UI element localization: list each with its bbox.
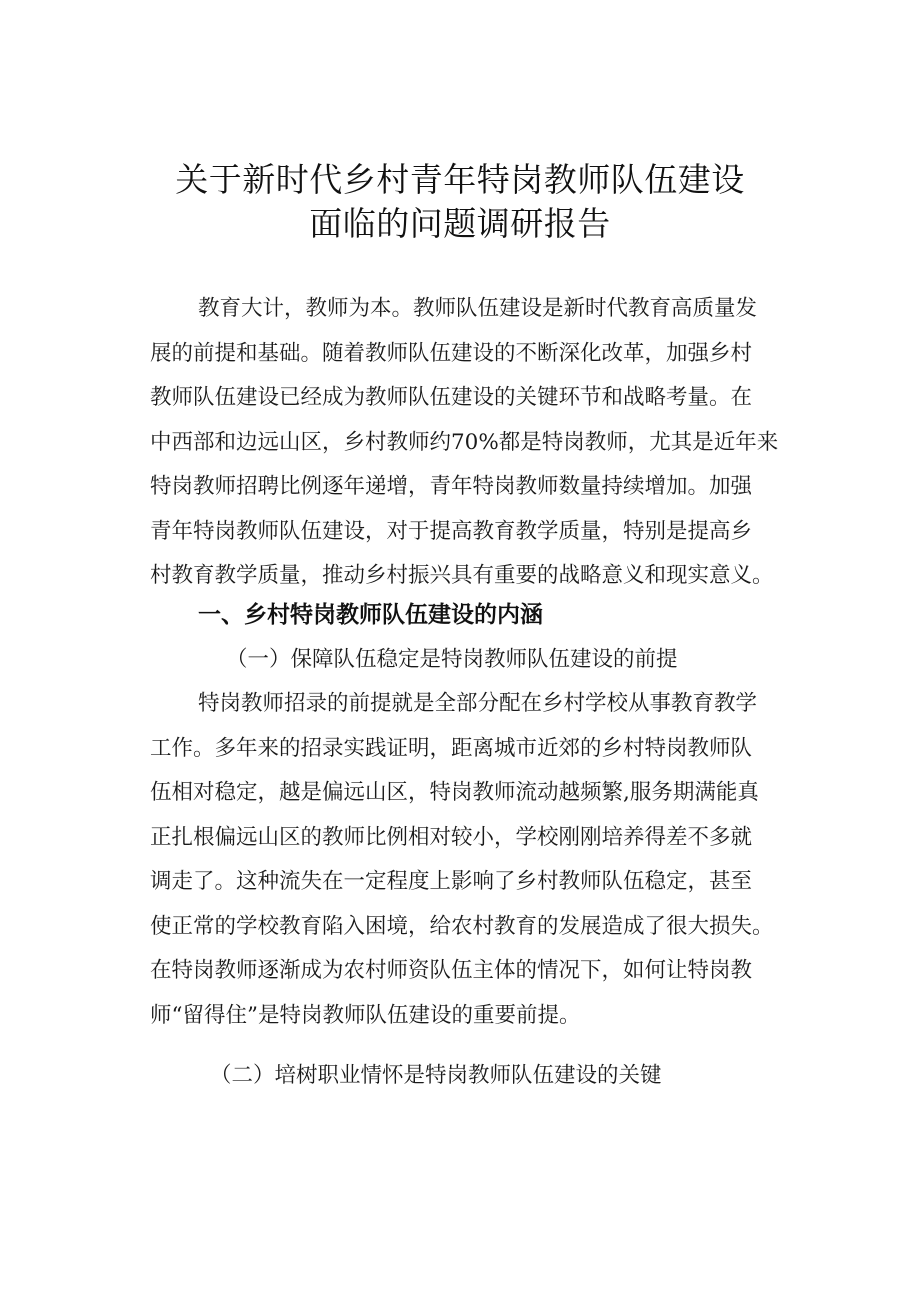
sub1-line-5: 调走了。这种流失在一定程度上影响了乡村教师队伍稳定，甚至 [150, 869, 753, 894]
document-title-line-1: 关于新时代乡村青年特岗教师队伍建设 [175, 160, 745, 199]
sub1-line-7: 在特岗教师逐渐成为农村师资队伍主体的情况下，如何让特岗教 [150, 958, 753, 983]
sub1-line-1: 特岗教师招录的前提就是全部分配在乡村学校从事教育教学 [198, 691, 758, 716]
intro-line-3: 教师队伍建设已经成为教师队伍建设的关键环节和战略考量。在 [150, 385, 753, 410]
intro-line-1: 教育大计，教师为本。教师队伍建设是新时代教育高质量发 [198, 296, 758, 321]
intro-line-5: 特岗教师招聘比例逐年递增，青年特岗教师数量持续增加。加强 [150, 474, 753, 499]
subsection-2-heading: （二）培树职业情怀是特岗教师队伍建设的关键 [210, 1063, 662, 1088]
subsection-1-heading: （一）保障队伍稳定是特岗教师队伍建设的前提 [226, 647, 678, 672]
intro-line-4: 中西部和边远山区，乡村教师约70%都是特岗教师，尤其是近年来 [150, 430, 779, 455]
sub1-line-2: 工作。多年来的招录实践证明，距离城市近郊的乡村特岗教师队 [150, 736, 753, 761]
section-1-heading: 一、乡村特岗教师队伍建设的内涵 [198, 602, 543, 628]
sub1-line-6: 使正常的学校教育陷入困境，给农村教育的发展造成了很大损失。 [150, 914, 774, 939]
intro-line-6: 青年特岗教师队伍建设，对于提高教育教学质量，特别是提高乡 [150, 519, 753, 544]
sub1-line-4: 正扎根偏远山区的教师比例相对较小，学校刚刚培养得差不多就 [150, 825, 753, 850]
document-title-line-2: 面临的问题调研报告 [309, 204, 611, 243]
intro-line-7: 村教育教学质量，推动乡村振兴具有重要的战略意义和现实意义。 [150, 563, 774, 588]
sub1-line-3: 伍相对稳定，越是偏远山区，特岗教师流动越频繁,服务期满能真 [150, 780, 759, 805]
intro-line-2: 展的前提和基础。随着教师队伍建设的不断深化改革，加强乡村 [150, 341, 753, 366]
sub1-line-8: 师“留得住”是特岗教师队伍建设的重要前提。 [150, 1003, 581, 1028]
